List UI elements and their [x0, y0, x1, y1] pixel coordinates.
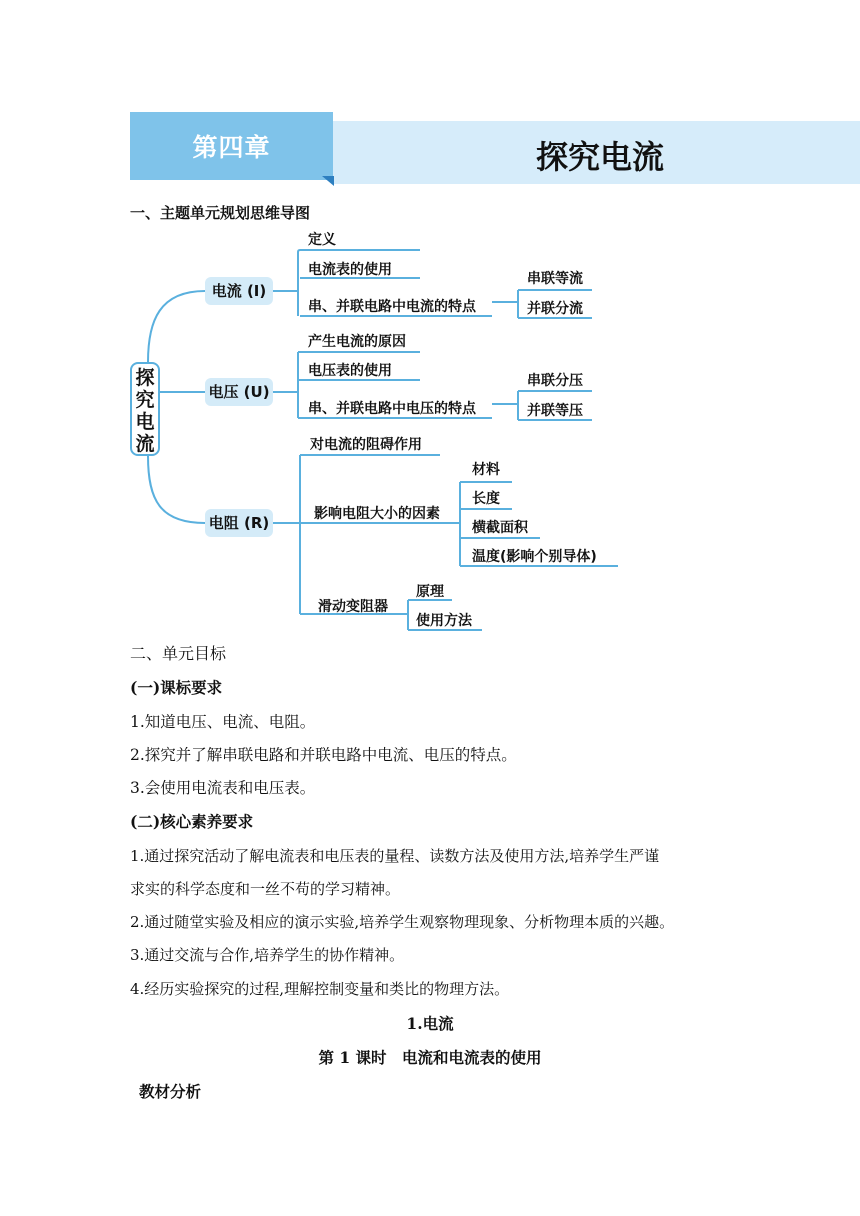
competency-item-1a: 1.通过探究活动了解电流表和电压表的量程、读数方法及使用方法,培养学生严谨 [130, 847, 660, 865]
standards-item-3: 3.会使用电流表和电压表。 [130, 779, 316, 797]
standards-item-1: 1.知道电压、电流、电阻。 [130, 713, 316, 731]
competency-item-2: 2.通过随堂实验及相应的演示实验,培养学生观察物理现象、分析物理本质的兴趣。 [130, 913, 675, 931]
current-sub-parallel: 并联分流 [527, 301, 583, 317]
factor-temperature: 温度(影响个别导体) [472, 549, 597, 565]
voltage-sub-parallel: 并联等压 [527, 403, 583, 419]
current-item-ammeter: 电流表的使用 [308, 262, 392, 278]
branch-voltage: 电压 (U) [205, 378, 273, 406]
current-sub-series: 串联等流 [527, 271, 583, 287]
lesson-subtitle: 第 1 课时 电流和电流表的使用 [318, 1048, 542, 1067]
rheostat-principle: 原理 [416, 584, 444, 600]
factor-length: 长度 [472, 491, 500, 507]
section1-heading: 一、主题单元规划思维导图 [130, 204, 311, 222]
competency-item-1b: 求实的科学态度和一丝不苟的学习精神。 [130, 880, 401, 898]
standards-heading: (一)课标要求 [130, 678, 223, 697]
voltage-item-voltmeter: 电压表的使用 [308, 363, 392, 379]
current-item-characteristics: 串、并联电路中电流的特点 [308, 299, 476, 315]
branch-current: 电流 (I) [205, 277, 273, 305]
section2-heading: 二、单元目标 [130, 644, 227, 663]
competency-heading: (二)核心素养要求 [130, 812, 254, 831]
resistance-item-factors: 影响电阻大小的因素 [314, 506, 440, 522]
mindmap-root: 探究电流 [130, 362, 160, 456]
voltage-item-cause: 产生电流的原因 [308, 334, 406, 350]
lesson-title: 1.电流 [406, 1014, 454, 1033]
voltage-item-characteristics: 串、并联电路中电压的特点 [308, 401, 476, 417]
standards-item-2: 2.探究并了解串联电路和并联电路中电流、电压的特点。 [130, 746, 517, 764]
branch-resistance: 电阻 (R) [205, 509, 273, 537]
factor-cross-section: 横截面积 [472, 520, 528, 536]
competency-item-3: 3.通过交流与合作,培养学生的协作精神。 [130, 946, 405, 964]
rheostat-usage: 使用方法 [416, 613, 472, 629]
competency-item-4: 4.经历实验探究的过程,理解控制变量和类比的物理方法。 [130, 980, 510, 998]
chapter-title: 探究电流 [535, 138, 664, 176]
factor-material: 材料 [472, 462, 500, 478]
resistance-item-rheostat: 滑动变阻器 [318, 599, 388, 615]
analysis-heading: 教材分析 [139, 1082, 202, 1101]
chapter-label: 第四章 [192, 133, 271, 162]
voltage-sub-series: 串联分压 [527, 373, 583, 389]
current-item-definition: 定义 [308, 232, 336, 248]
resistance-item-hindrance: 对电流的阻碍作用 [310, 437, 422, 453]
